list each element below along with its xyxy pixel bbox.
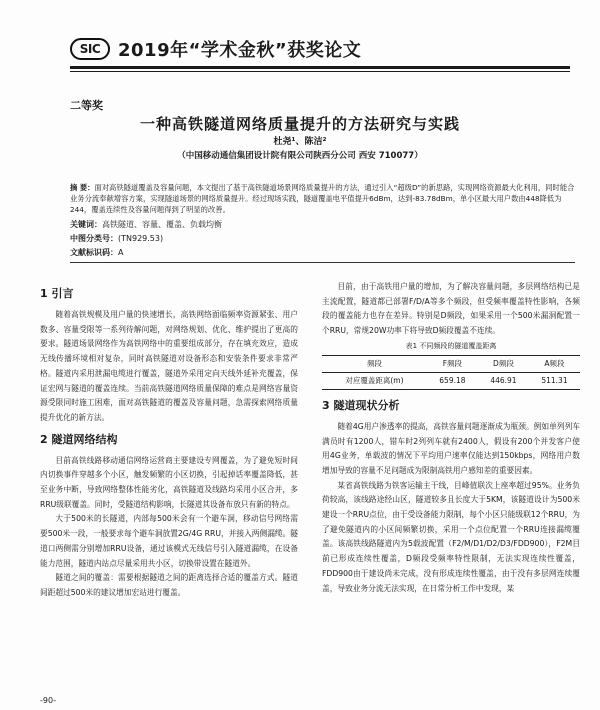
section-2-paragraph-2: 大于500米的长隧道，内部每500米会有一个避车洞，移动信号网络需要500米一段，一般要求每个避车洞放置2G/4G RRU，并接入两侧漏缆。隧道口两侧需分别增加RRU设备，通过该模式无线信号引入隧道漏缆，在设备能力范围，隧道内站点尽量采用共小区，切换带设置在隧道外。 xyxy=(40,514,298,568)
coverage-table xyxy=(322,355,580,390)
abstract-text: 面对高铁隧道覆盖及容量问题，本文提出了基于高铁隧道场景网络质量提升的方法，通过引入“超级D”的新思路，实现网络资源最大化利用，同时能合业务分流奉献增容方案，实现隧道场景的网络质量提升。经过现场实践，隧道覆盖电平值提升6dBm，达到-83.78dBm，单小区最大用户数由448降低为244，覆盖连续性及容量问题得到了明显的改善。 xyxy=(70,183,575,214)
table-row-label: 对应覆盖距离(m) xyxy=(322,372,427,389)
header-rule-thin xyxy=(70,71,570,72)
table-header-cell: 频段 xyxy=(322,355,427,372)
header-title: 2019年“学术金秋”获奖论文 xyxy=(118,40,362,61)
sic-logo: SIC xyxy=(70,38,110,60)
table-header-row xyxy=(322,355,580,372)
section-2-paragraph-3: 隧道之间的覆盖：需要根据隧道之间的距离选择合适的覆盖方式。隧道间距超过500米的建议增加宏站进行覆盖。 xyxy=(40,573,298,597)
table-caption: 表1 不同频段的隧道覆盖距离 xyxy=(405,341,497,350)
table-header-cell: A频段 xyxy=(529,355,580,372)
table-header-cell: F频段 xyxy=(427,355,478,372)
section-2-paragraph-1: 目前高铁线路移动通信网络运营商主要建设专网覆盖，为了避免短时间内切换事件穿越多个小区，触发频繁的小区切换，引起掉话率覆盖降低，甚至业务中断，导致网络整体性能劣化，高铁隧道及线路均采用小区合并，多RRU级联覆盖。同时，受隧道结构影响，长隧道其设备布放只有新的特点。 xyxy=(40,455,298,509)
right-top-paragraph: 目前，由于高铁用户量的增加，为了解决容量问题，多层网络结构已是主流配置，隧道都已部署F/D/A等多个频段，但受频率覆盖特性影响，各频段的覆盖能力也存在差异。特别是D频段，如果采用一个500米漏洞配置一个RRU，常规20W功率下将导致D频段覆盖不连续。 xyxy=(322,282,580,336)
abstract xyxy=(70,182,575,215)
table-cell: 659.18 xyxy=(427,372,478,389)
header-rule xyxy=(70,66,570,69)
paper-title: 一种高铁隧道网络质量提升的方法研究与实践 xyxy=(139,115,460,133)
clc-line xyxy=(70,233,163,244)
section-1-paragraph: 随着高铁规模及用户量的快速增长，高铁网络面临频率资源紧张、用户数多、容量受限等一系列待解问题，对网络规划、优化、维护提出了更高的要求。隧道场景网络作为高铁网络中的重要组成部分，存在填充效应，造成无线传播环境相对复杂，同时高铁隧道对设备形态和安装条件要求非常严格。隧道内采用泄漏电缆进行覆盖，隧道外采用定向天线外延补充覆盖，保证宏网与隧道的覆盖连续。当前高铁隧道网络质量保障的难点是网络容量资源受限同时施工困难，面对高铁隧道的覆盖及容量问题，急需探索网络质量提升优化的新方法。 xyxy=(40,310,298,422)
section-2-heading: 2 隧道网络结构 xyxy=(40,432,118,446)
keywords-label: 关键词： xyxy=(70,220,102,229)
paper-authors: 杜尧¹、陈洁² xyxy=(273,137,327,147)
page-number: -90- xyxy=(40,696,56,705)
left-column xyxy=(40,280,298,601)
abstract-label: 摘 要： xyxy=(70,183,95,192)
keywords-line xyxy=(70,219,222,230)
table-header-cell: D频段 xyxy=(478,355,529,372)
section-3-paragraph-2: 某省高铁线路为铁客运输主干线，目峰值联次上座率超过95%。业务负荷较高，该线路途经山区，隧道较多且长度大于5KM，该隧道设计为500米建设一个RRU点位，由于受设备能力限制，每个小区只能级联12个RRU，为了避免隧道内的小区间频繁切换，采用一个点位配置一个RRU连接漏缆覆盖。该高铁线路隧道内为5载波配置（F2/M/D1/D2/D3/FDD900），F2M目前已形成连续性覆盖，D频段受频率特性限制，无法实现连续性覆盖，FDD900由于建设尚未完成，没有形成连续性覆盖，由于没有多层网连续覆盖，导致业务分流无法实现，在日常分析工作中发现，某 xyxy=(322,480,580,593)
table-cell: 511.31 xyxy=(529,372,580,389)
clc-label: 中图分类号： xyxy=(70,234,118,243)
doc-code-value: A xyxy=(118,248,124,257)
keywords-text: 高铁隧道、容量、覆盖、负载均衡 xyxy=(102,220,222,229)
section-3-heading: 3 隧道现状分析 xyxy=(322,398,400,412)
section-3-paragraph-1: 随着4G用户渗透率的提高，高铁容量问题逐渐成为瓶颈。例如单列列车满员时有1200人，错车时2列列车就有2400人，假设有200个并发客户使用4G业务，单载波的情况下平均用户速率仅能达到150kbps，网络用户数增加导致的容量不足问题成为限制高铁用户感知差的重要因素。 xyxy=(322,421,580,475)
section-1-heading: 1 引言 xyxy=(40,287,74,300)
table-row xyxy=(322,372,580,389)
table-cell: 446.91 xyxy=(478,372,529,389)
right-column xyxy=(322,280,580,596)
doc-code-label: 文献标识码： xyxy=(70,248,118,257)
doc-code-line xyxy=(70,247,123,258)
paper-affiliation: （中国移动通信集团设计院有限公司陕西分公司 西安 710077） xyxy=(177,151,423,161)
award-label: 二等奖 xyxy=(70,99,103,112)
clc-value: (TN929.53) xyxy=(118,234,164,243)
journal-header xyxy=(70,34,570,64)
abstract-divider xyxy=(70,262,575,263)
